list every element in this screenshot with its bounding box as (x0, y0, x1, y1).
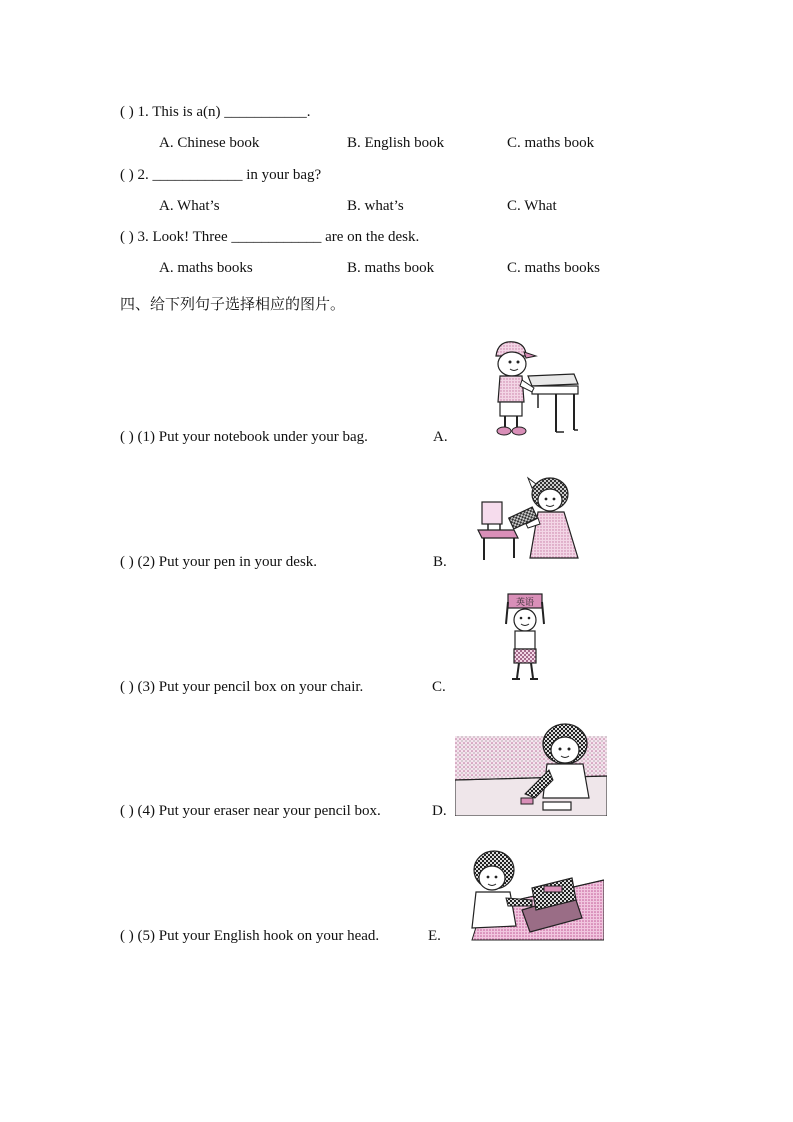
picture-e-girl-with-bag (462, 848, 604, 942)
question-1-option-b: B. English book (347, 135, 445, 151)
match-letter-c: C. (432, 679, 446, 695)
section-4-heading: 四、给下列句子选择相应的图片。 (120, 295, 346, 313)
match-sentence-4: ( ) (4) Put your eraser near your pencil box. (120, 803, 381, 819)
match-sentence-1: ( ) (1) Put your notebook under your bag. (120, 429, 368, 445)
question-3-stem: ( ) 3. Look! Three ____________ are on the desk. (120, 229, 420, 245)
picture-a-boy-at-desk (488, 336, 580, 440)
match-sentence-3: ( ) (3) Put your pencil box on your chair. (120, 679, 364, 695)
question-2-option-b: B. what’s (347, 198, 404, 214)
question-2-option-c: C. What (507, 198, 557, 214)
question-1-option-a: A. Chinese book (159, 135, 260, 151)
question-3-option-c: C. maths books (507, 260, 600, 276)
picture-b-girl-with-chair (474, 472, 592, 564)
match-letter-d: D. (432, 803, 447, 819)
match-sentence-2: ( ) (2) Put your pen in your desk. (120, 554, 318, 570)
match-letter-a: A. (433, 429, 448, 445)
match-letter-e: E. (428, 928, 441, 944)
match-sentence-5: ( ) (5) Put your English hook on your head. (120, 928, 380, 944)
question-1-option-c: C. maths book (507, 135, 595, 151)
question-3-option-b: B. maths book (347, 260, 435, 276)
match-letter-b: B. (433, 554, 447, 570)
question-2-stem: ( ) 2. ____________ in your bag? (120, 167, 322, 183)
question-2-option-a: A. What’s (159, 198, 220, 214)
question-1-stem: ( ) 1. This is a(n) ___________. (120, 104, 311, 120)
picture-d-girl-at-table (455, 718, 607, 816)
picture-c-boy-book-on-head (500, 590, 550, 686)
picture-c-book-label: 英语 (515, 598, 535, 608)
question-3-option-a: A. maths books (159, 260, 253, 276)
